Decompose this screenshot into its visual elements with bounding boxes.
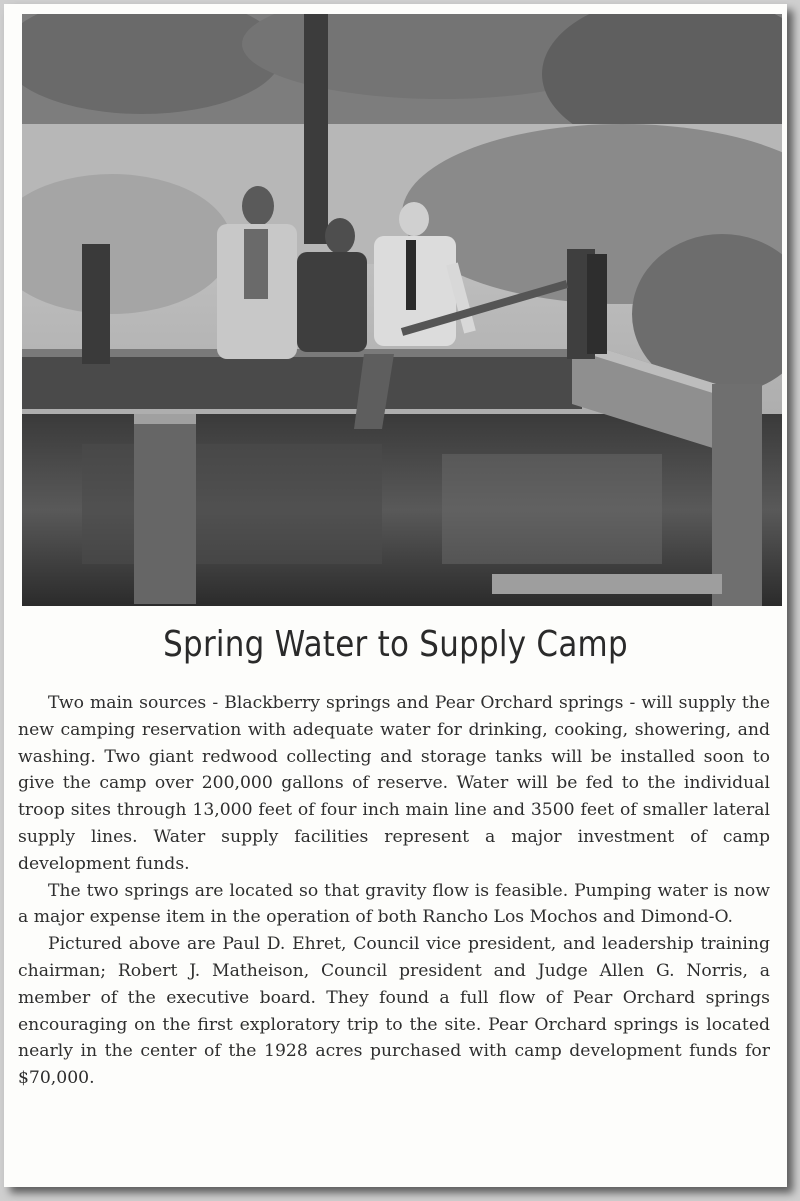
article-paragraph-3: Pictured above are Paul D. Ehret, Council vice president, and leadership training chairman; Robert J. Matheison, Council president and Judge Allen G. Norris, a member of the executive board. They found a full flow of Pear Orchard springs encouraging on the first exploratory trip to the site. Pear Orchard springs is located nearly in the center of the 1928 acres purchased with camp development funds for $70,000. — [18, 934, 770, 1089]
article-paragraph-2: The two springs are located so that gravity flow is feasible. Pumping water is now a major expense item in the operation of both Rancho Los Mochos and Dimond-O. — [18, 880, 770, 928]
article-body — [18, 690, 770, 1092]
spring-photo — [22, 14, 782, 606]
article-headline: Spring Water to Supply Camp — [163, 624, 628, 665]
newspaper-clipping — [4, 4, 787, 1187]
spring-photo-illustration — [22, 14, 782, 606]
article-paragraph-1: Two main sources - Blackberry springs and Pear Orchard springs - will supply the new camping reservation with adequate water for drinking, cooking, showering, and washing. Two giant redwood collecting and storage tanks will be installed soon to give the camp over 200,000 gallons of reserve. Water will be fed to the individual troop sites through 13,000 feet of four inch main line and 3500 feet of smaller lateral supply lines. Water supply facilities represent a major investment of camp development funds. — [18, 693, 770, 874]
